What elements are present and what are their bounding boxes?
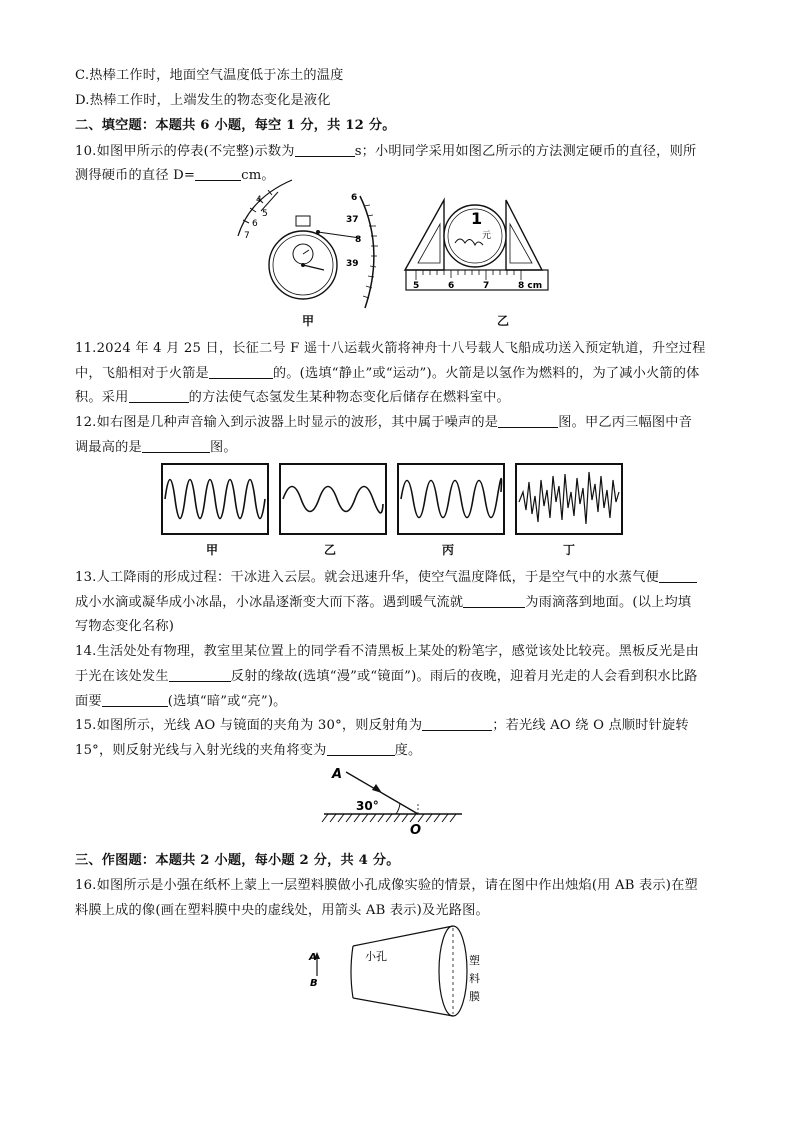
q15-text-a: 15.如图所示，光线 AO 与镜面的夹角为 30°，则反射角为 [75, 718, 423, 733]
small-dial-5: 5 [262, 209, 268, 219]
waveform-bing [401, 479, 502, 518]
q14-line-2 [75, 665, 698, 684]
figure-waveforms [160, 462, 630, 538]
q16-line-1: 16.如图所示是小强在纸杯上蒙上一层塑料膜做小孔成像实验的情景，请在图中作出烛焰(用 AB 表示)在塑 [75, 878, 698, 893]
q12-text-b: 图。甲乙丙三幅图中音 [558, 415, 693, 430]
q14-text-b: 反射的缘故(选填“漫”或“镜面”)。雨后的夜晚，迎着月光走的人会看到积水比路 [230, 669, 698, 684]
q12-line-2 [75, 436, 237, 455]
label-film-1: 塑 [469, 954, 480, 967]
caption-yi: 乙 [497, 314, 510, 328]
waveform-jia [165, 480, 265, 519]
label-film-3: 膜 [469, 990, 480, 1003]
q12-line-1 [75, 411, 692, 430]
q14-blank-reflection[interactable] [169, 669, 231, 682]
q11-text-d: 的方法使气态氢发生某种物态变化后储存在燃料室中。 [188, 390, 510, 405]
label-angle: 30° [356, 799, 379, 813]
q15-blank-degrees[interactable] [327, 743, 395, 756]
caption-wave-yi: 乙 [324, 543, 337, 557]
ruler-5: 5 [413, 281, 420, 291]
label-pinhole: 小孔 [365, 950, 387, 963]
section-2-heading: 二、填空题：本题共 6 小题，每空 1 分，共 12 分。 [75, 118, 396, 133]
q15-line-1 [75, 714, 689, 733]
q10-text-b: s；小明同学采用如图乙所示的方法测定硬币的直径，则所 [354, 144, 697, 159]
q14-text-c: 面要 [75, 694, 102, 709]
q14-text-a: 于光在该处发生 [75, 669, 169, 684]
caption-jia: 甲 [302, 314, 315, 328]
waveform-ding [519, 472, 619, 524]
figure-mirror-reflection [318, 760, 468, 836]
q15-line-2 [75, 739, 421, 758]
q12-text-a: 12.如右图是几种声音输入到示波器上时显示的波形，其中属于噪声的是 [75, 415, 499, 430]
big-scale-6: 6 [351, 193, 358, 203]
coin-value: 1 [471, 209, 483, 228]
q15-text-d: 度。 [394, 743, 422, 758]
q13-text-b: 成小水滴或凝华成小冰晶，小冰晶逐渐变大而下落。遇到暖气流就 [75, 595, 464, 610]
q15-blank-angle[interactable] [422, 718, 492, 731]
q10-text-a: 10.如图甲所示的停表(不完整)示数为 [75, 144, 295, 159]
figure-stopwatch-coin [230, 178, 570, 328]
q10-text-d: cm。 [241, 168, 275, 183]
section-3-heading: 三、作图题：本题共 2 小题，每小题 2 分，共 4 分。 [75, 853, 400, 868]
label-a: A [332, 767, 343, 782]
q12-text-c: 调最高的是 [75, 440, 142, 455]
q10-blank-time[interactable] [295, 144, 355, 157]
q14-line-3 [75, 690, 287, 709]
q11-blank-motion[interactable] [209, 366, 273, 379]
q11-line-3 [75, 386, 510, 405]
left-triangle-ruler [405, 200, 444, 270]
q12-blank-noise[interactable] [498, 415, 558, 428]
big-scale-39: 39 [346, 259, 359, 269]
q10-line-1 [75, 140, 696, 159]
q13-text-a: 13.人工降雨的形成过程：干冰进入云层。就会迅速升华，使空气温度降低，于是空气中的水蒸气便 [75, 570, 659, 585]
q13-blank-2[interactable] [463, 595, 525, 608]
caption-wave-jia: 甲 [206, 543, 219, 557]
q13-line-2 [75, 591, 691, 610]
q11-text-a: 中，飞船相对于火箭是 [75, 366, 209, 381]
q10-text-c: 测得硬币的直径 D= [75, 168, 196, 183]
big-scale-8: 8 [355, 235, 362, 245]
q11-text-c: 积。采用 [75, 390, 129, 405]
q11-text-b: 的。(选填“静止”或“运动”)。火箭是以氢作为燃料的，为了减小火箭的体 [272, 366, 700, 381]
option-d: D.热棒工作时，上端发生的物态变化是液化 [75, 93, 331, 108]
coin-unit: 元 [482, 231, 492, 241]
q15-text-b: ；若光线 AO 绕 O 点顺时针旋转 [492, 718, 689, 733]
right-triangle-ruler [506, 200, 542, 270]
q15-text-c: 15°，则反射光线与入射光线的夹角将变为 [75, 743, 327, 758]
q13-text-c: 为雨滴落到地面。(以上均填 [525, 595, 692, 610]
cup-bottom [351, 946, 353, 998]
caption-wave-bing: 丙 [442, 543, 455, 557]
q14-blank-brightness[interactable] [102, 694, 168, 707]
q12-text-d: 图。 [209, 440, 237, 455]
q11-line-1: 11.2024 年 4 月 25 日，长征二号 F 遥十八运载火箭将神舟十八号载人飞船成功送入预定轨道，升空过程 [75, 341, 706, 356]
small-dial-6: 6 [252, 219, 258, 229]
small-dial-7: 7 [244, 231, 250, 241]
ruler-6: 6 [448, 281, 455, 291]
label-film-2: 料 [469, 972, 480, 985]
q16-line-2: 料膜上成的像(画在塑料膜中央的虚线处，用箭头 AB 表示)及光路图。 [75, 903, 489, 918]
waveform-yi-frame [280, 464, 386, 534]
option-c: C.热棒工作时，地面空气温度低于冻土的温度 [75, 68, 344, 83]
ruler-8: 8 cm [518, 281, 543, 291]
q11-line-2 [75, 362, 700, 381]
caption-wave-ding: 丁 [563, 543, 576, 557]
q12-blank-pitch[interactable] [142, 440, 210, 453]
label-o: O [410, 823, 422, 836]
q13-line-3: 写物态变化名称) [75, 619, 175, 634]
q14-text-d: (选填“暗”或“亮”)。 [167, 694, 287, 709]
ray-arrowhead [372, 784, 382, 793]
q11-blank-method[interactable] [129, 390, 189, 403]
figure-pinhole-cup [305, 920, 505, 1020]
label-b16: B [310, 978, 318, 989]
label-a16: A [309, 952, 317, 963]
ruler-7: 7 [483, 281, 490, 291]
q14-line-1: 14.生活处处有物理，教室里某位置上的同学看不清黑板上某处的粉笔字，感觉该处比较亮。黑板反光是由 [75, 644, 700, 659]
q13-blank-1[interactable] [659, 570, 697, 583]
stopwatch-crown [296, 216, 310, 226]
q13-line-1 [75, 566, 697, 585]
small-dial-4: 4 [256, 195, 262, 205]
big-scale-37: 37 [346, 215, 359, 225]
waveform-bing-frame [398, 464, 504, 534]
waveform-yi [283, 487, 383, 513]
